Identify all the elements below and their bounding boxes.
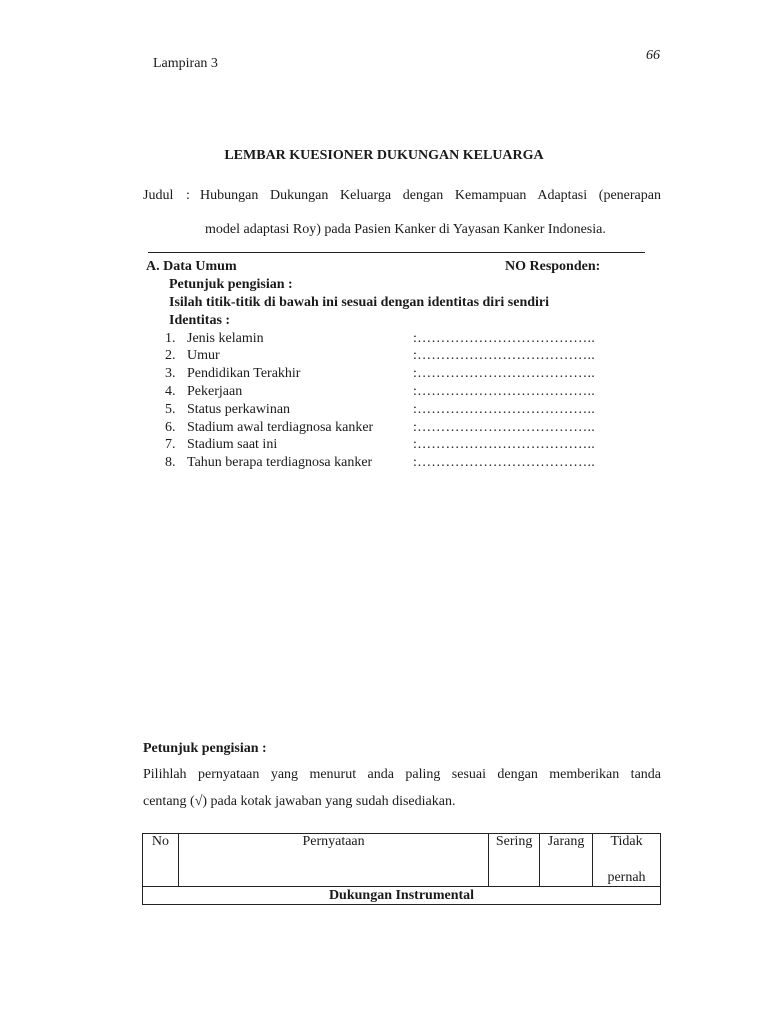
section-b-petunjuk: Petunjuk pengisian : — [143, 741, 267, 756]
item-label: Tahun berapa terdiagnosa kanker — [187, 455, 373, 470]
item-number: 3. — [165, 366, 176, 381]
column-header-no: No — [143, 834, 179, 887]
list-item — [165, 420, 373, 436]
section-a-petunjuk: Petunjuk pengisian : — [169, 277, 293, 292]
list-item — [165, 384, 242, 400]
judul-label: Judul — [143, 188, 174, 203]
list-item — [165, 402, 290, 418]
item-number: 6. — [165, 420, 176, 435]
judul-text-line2: model adaptasi Roy) pada Pasien Kanker di Yayasan Kanker Indonesia. — [205, 222, 606, 237]
list-item — [165, 348, 220, 364]
section-b-instruction-line1: Pilihlah pernyataan yang menurut anda paling sesuai dengan memberikan tanda — [143, 767, 661, 782]
fill-in-field[interactable]: :……………………………….. — [413, 331, 595, 346]
item-number: 7. — [165, 437, 176, 452]
fill-in-field[interactable]: :……………………………….. — [413, 384, 595, 399]
item-label: Jenis kelamin — [187, 331, 264, 346]
item-label: Pekerjaan — [187, 384, 243, 399]
fill-in-field[interactable]: :……………………………….. — [413, 455, 595, 470]
questionnaire-table — [142, 833, 661, 905]
responden-number-label: NO Responden: — [505, 259, 601, 274]
horizontal-rule — [148, 252, 645, 253]
item-label: Status perkawinan — [187, 402, 291, 417]
fill-in-field[interactable]: :……………………………….. — [413, 437, 595, 452]
subheading-dukungan-instrumental: Dukungan Instrumental — [143, 887, 661, 905]
item-number: 1. — [165, 331, 176, 346]
item-label: Stadium saat ini — [187, 437, 278, 452]
item-label: Stadium awal terdiagnosa kanker — [187, 420, 374, 435]
column-header-tidak: Tidak — [610, 834, 643, 849]
document-title: LEMBAR KUESIONER DUKUNGAN KELUARGA — [224, 148, 544, 163]
list-item — [165, 331, 264, 347]
column-header-tidak-pernah — [593, 834, 661, 887]
list-item — [165, 437, 277, 453]
table-header-row — [143, 834, 661, 887]
column-header-pernyataan: Pernyataan — [178, 834, 488, 887]
judul-text-line1: Hubungan Dukungan Keluarga dengan Kemampuan Adaptasi (penerapan — [200, 188, 661, 203]
column-header-jarang: Jarang — [540, 834, 593, 887]
fill-in-field[interactable]: :……………………………….. — [413, 348, 595, 363]
item-number: 8. — [165, 455, 176, 470]
item-label: Pendidikan Terakhir — [187, 366, 301, 381]
fill-in-field[interactable]: :……………………………….. — [413, 420, 595, 435]
item-label: Umur — [187, 348, 220, 363]
fill-in-field[interactable]: :……………………………….. — [413, 402, 595, 417]
list-item — [165, 455, 372, 471]
column-header-pernah: pernah — [607, 870, 646, 885]
item-number: 4. — [165, 384, 176, 399]
table-subheading-row — [143, 887, 661, 905]
section-b-instruction-line2: centang (√) pada kotak jawaban yang sudah disediakan. — [143, 794, 456, 809]
appendix-label: Lampiran 3 — [153, 56, 218, 71]
fill-in-field[interactable]: :……………………………….. — [413, 366, 595, 381]
page-number: 66 — [646, 48, 660, 63]
column-header-sering: Sering — [489, 834, 540, 887]
identitas-label: Identitas : — [169, 313, 231, 328]
item-number: 5. — [165, 402, 176, 417]
section-a-instruction: Isilah titik-titik di bawah ini sesuai dengan identitas diri sendiri — [169, 295, 550, 310]
judul-colon: : — [186, 188, 190, 203]
section-a-heading: A. Data Umum — [146, 259, 237, 274]
list-item — [165, 366, 300, 382]
item-number: 2. — [165, 348, 176, 363]
